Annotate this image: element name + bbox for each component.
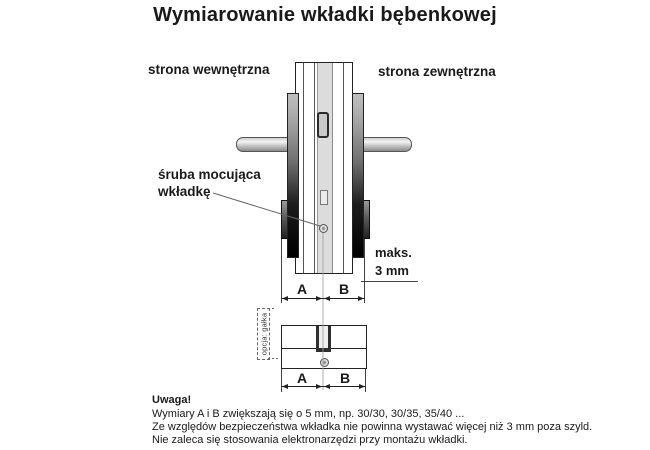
keyway-slot [320,190,328,205]
dim-label-b-bottom: B [339,370,351,386]
dim-label-a-bottom: A [296,370,308,386]
mounting-screw-label-line1: śruba mocująca [158,167,261,182]
dim-arrow [282,384,288,389]
page-title: Wymiarowanie wkładki bębenkowej [153,4,497,26]
max-protrusion-label [375,244,412,280]
door-handle-left [236,137,294,152]
door-layer-line [343,63,344,273]
door-layer-line [303,63,304,273]
cylinder-through-door [317,63,333,273]
max-protrusion-line1: maks. [375,245,412,260]
label-outer-side: strona zewnętrzna [378,64,496,79]
max-protrusion-line2: 3 mm [375,263,409,278]
door-panel [295,62,353,274]
note-line: Nie zaleca się stosowania elektronarzędzi przy montażu wkładki. [152,434,468,446]
dim-arrow [358,296,364,301]
dim-arrow [282,296,288,301]
mounting-screw-label-line2: wkładkę [158,184,211,199]
cylinder-fixing-screw [320,358,329,367]
dim-label-a-top: A [296,281,308,297]
thumbturn [317,112,329,138]
dim-arrow [359,384,365,389]
escutcheon-left [287,93,299,258]
escutcheon-right [352,93,364,258]
note-block [152,394,622,447]
mounting-screw-label [158,166,261,200]
cylinder-cam-notch [316,326,331,352]
door-layer-line [314,63,315,273]
label-inner-side: strona wewnętrzna [148,62,270,77]
mounting-screw-head [319,224,328,233]
dim-arrow [316,296,322,301]
note-heading: Uwaga! [152,394,192,406]
dim-arrow [324,384,330,389]
knob-option-label: opcja: gałka [259,312,268,356]
note-line: Wymiary A i B zwiększają się o 5 mm, np. 30/30, 30/35, 35/40 ... [152,408,465,420]
cam-notch-bottom-wall [316,348,331,352]
note-line: Ze względów bezpieczeństwa wkładka nie powinna wystawać więcej niż 3 mm poza szyld. [152,421,593,433]
dim-arrow [316,384,322,389]
dim-arrow [324,296,330,301]
dim-label-b-top: B [338,281,350,297]
knob-option-box [257,308,270,360]
